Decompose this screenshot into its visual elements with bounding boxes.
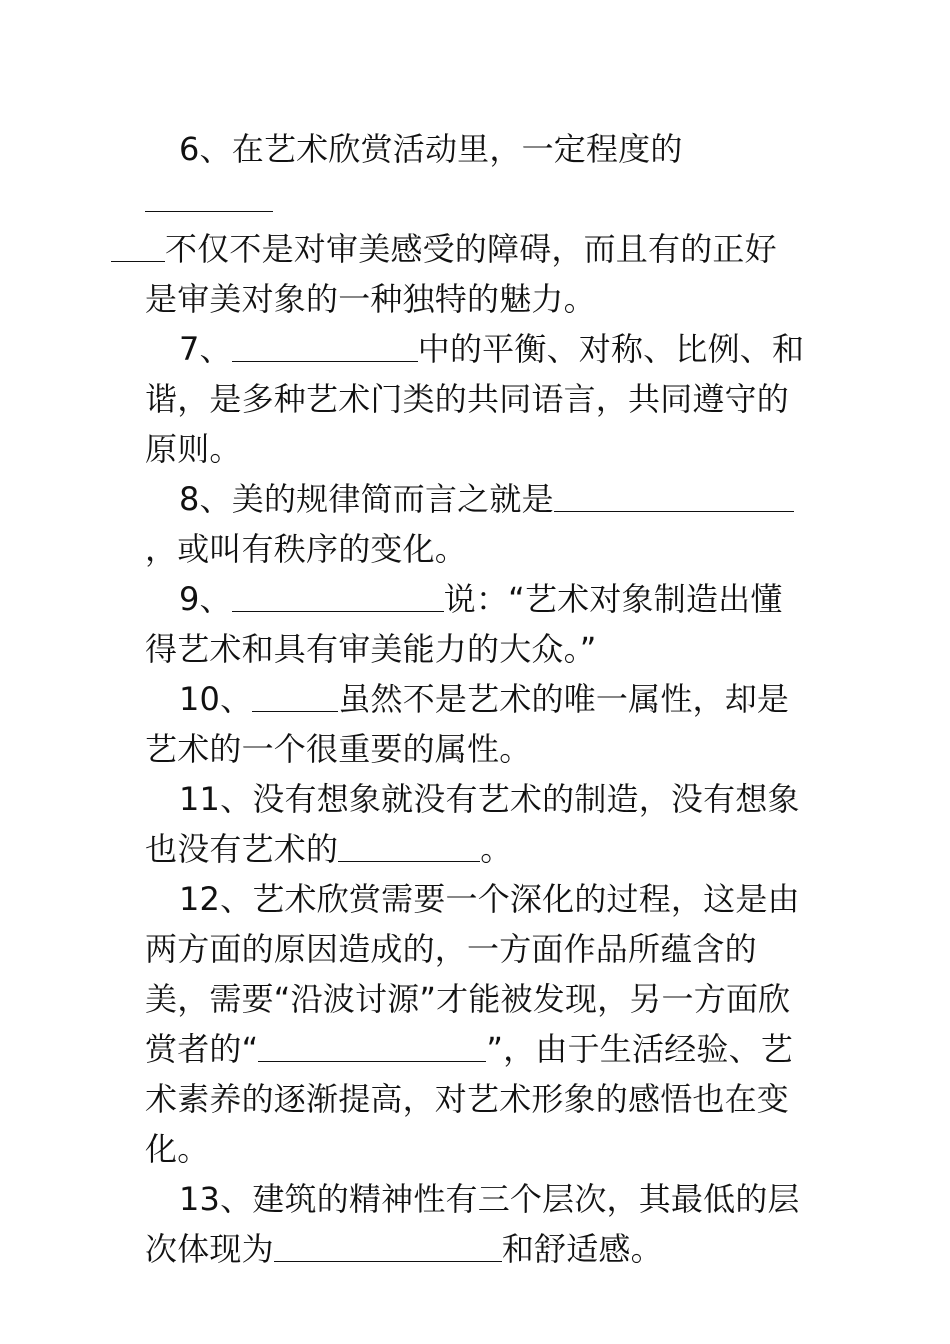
question-text-after: 说：“艺术对象制造出懂得艺术和具有审美能力的大众。” — [145, 580, 783, 668]
question-6 — [145, 124, 805, 324]
question-text-after: ”，由于生活经验、艺术素养的逐渐提高，对艺术形象的感悟也在变化。 — [145, 1030, 793, 1168]
document-page — [145, 124, 805, 1274]
question-number: 12、 — [179, 880, 253, 918]
question-text-before: 美的规律简而言之就是 — [231, 480, 554, 518]
question-10 — [145, 674, 805, 774]
question-text-after: 中的平衡、对称、比例、和谐，是多种艺术门类的共同语言，共同遵守的原则。 — [145, 330, 805, 468]
question-number: 6、 — [179, 130, 232, 168]
answer-blank[interactable] — [554, 481, 794, 512]
answer-blank[interactable] — [338, 831, 480, 862]
answer-blank[interactable] — [145, 181, 273, 212]
question-number: 10、 — [179, 680, 253, 718]
question-8 — [145, 474, 805, 574]
question-number: 13、 — [179, 1180, 253, 1218]
question-text-after: ，或叫有秩序的变化。 — [145, 530, 468, 568]
question-11 — [145, 774, 805, 874]
question-number: 11、 — [179, 780, 253, 818]
answer-blank[interactable] — [258, 1031, 486, 1062]
question-text-after: 不仅不是对审美感受的障碍，而且有的正好是审美对象的一种独特的魅力。 — [145, 230, 777, 318]
question-7 — [145, 324, 805, 474]
question-text-before: 艺术欣赏需要一个深化的过程，这是由两方面的原因造成的，一方面作品所蕴含的美，需要“沿波讨源”才能被发现，另一方面欣赏者的“ — [145, 880, 800, 1068]
answer-blank[interactable] — [232, 331, 418, 362]
question-number: 8、 — [179, 480, 232, 518]
question-13 — [145, 1174, 805, 1274]
question-text-after: 虽然不是艺术的唯一属性，却是艺术的一个很重要的属性。 — [145, 680, 790, 768]
question-text-after: 。 — [480, 830, 513, 868]
answer-blank[interactable] — [252, 681, 338, 712]
answer-blank-continued[interactable] — [111, 231, 165, 262]
question-text-before: 建筑的精神性有三个层次，其最低的层次体现为 — [145, 1180, 800, 1268]
answer-blank[interactable] — [232, 581, 444, 612]
question-number: 7、 — [179, 330, 232, 368]
question-9 — [145, 574, 805, 674]
question-text-before: 没有想象就没有艺术的制造，没有想象也没有艺术的 — [145, 780, 800, 868]
question-12 — [145, 874, 805, 1174]
question-text-after: 和舒适感。 — [501, 1230, 663, 1268]
question-text-before: 在艺术欣赏活动里，一定程度的 — [231, 130, 683, 168]
question-number: 9、 — [179, 580, 232, 618]
answer-blank[interactable] — [274, 1231, 502, 1262]
